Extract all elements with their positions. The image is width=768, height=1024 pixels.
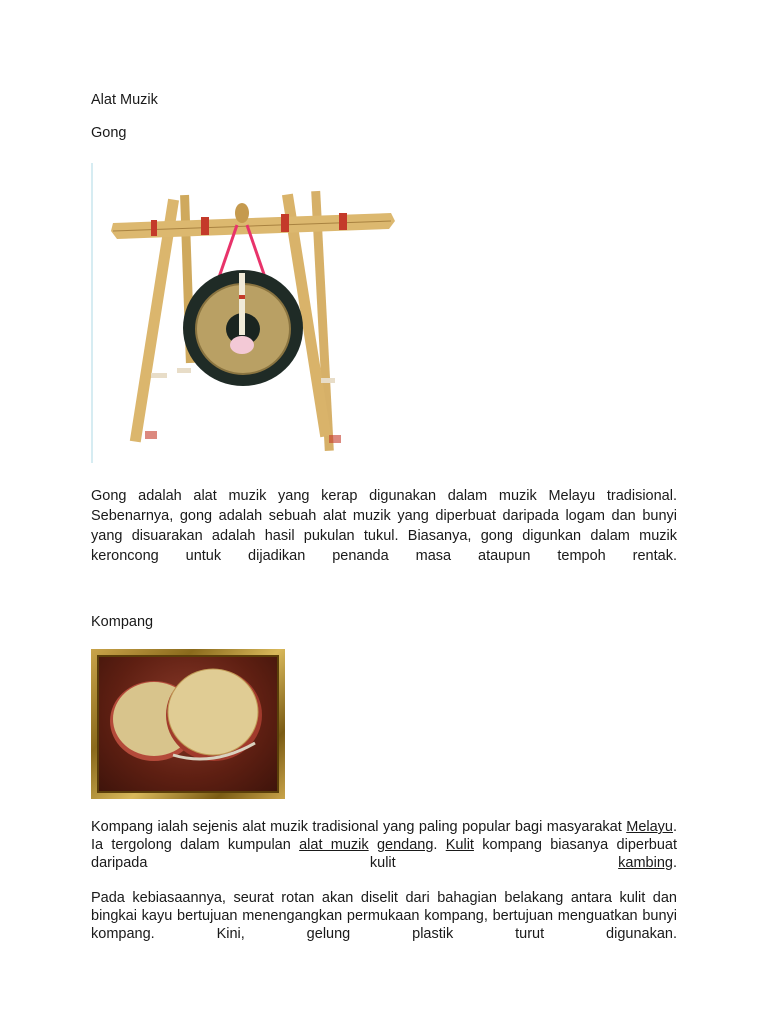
kompang-illustration xyxy=(99,657,277,791)
image-edge-line xyxy=(91,163,93,463)
kompang-p1-text-5: . xyxy=(672,855,677,871)
kompang-p1-text-3: . xyxy=(433,837,438,853)
gong-image xyxy=(91,163,396,463)
kompang-p1-text-4: kompang biasanya diperbuat daripada kulit xyxy=(91,837,677,871)
kompang-image-frame xyxy=(91,649,285,799)
kompang-p1-text-1: Kompang ialah sejenis alat muzik tradisional yang paling popular bagi masyarakat xyxy=(91,819,622,835)
link-gendang[interactable]: gendang xyxy=(376,837,434,853)
gong-illustration xyxy=(91,163,396,463)
gong-paragraph: Gong adalah alat muzik yang kerap digunakan dalam muzik Melayu tradisional. Sebenarnya, gong adalah sebuah alat muzik yang diperbuat daripada logam dan bunyi yang disuarakan adalah hasil pukulan tukul. Biasanya, gong digunkan dalam muzik keroncong untuk dijadikan penanda masa ataupun tempoh rentak. xyxy=(91,488,677,564)
kompang-image xyxy=(97,655,279,793)
link-alat-muzik[interactable]: alat muzik xyxy=(299,837,369,853)
kompang-paragraph-1 xyxy=(91,818,677,890)
document-heading: Alat Muzik xyxy=(91,92,158,108)
link-kambing[interactable]: kambing xyxy=(618,855,673,871)
link-kulit[interactable]: Kulit xyxy=(445,837,474,853)
gong-section-title: Gong xyxy=(91,125,127,141)
kompang-section-title: Kompang xyxy=(91,614,154,630)
kompang-paragraph-2: Pada kebiasaannya, seurat rotan akan diselit dari bahagian belakang antara kulit dan bingkai kayu bertujuan menengangkan permukaan kompang, bertujuan menguatkan bunyi kompang. Kini, gelung plastik turut digunakan. xyxy=(91,890,677,942)
kompang-p1-text-2: . Ia tergolong dalam kumpulan xyxy=(91,819,678,853)
link-melayu[interactable]: Melayu xyxy=(626,819,673,835)
